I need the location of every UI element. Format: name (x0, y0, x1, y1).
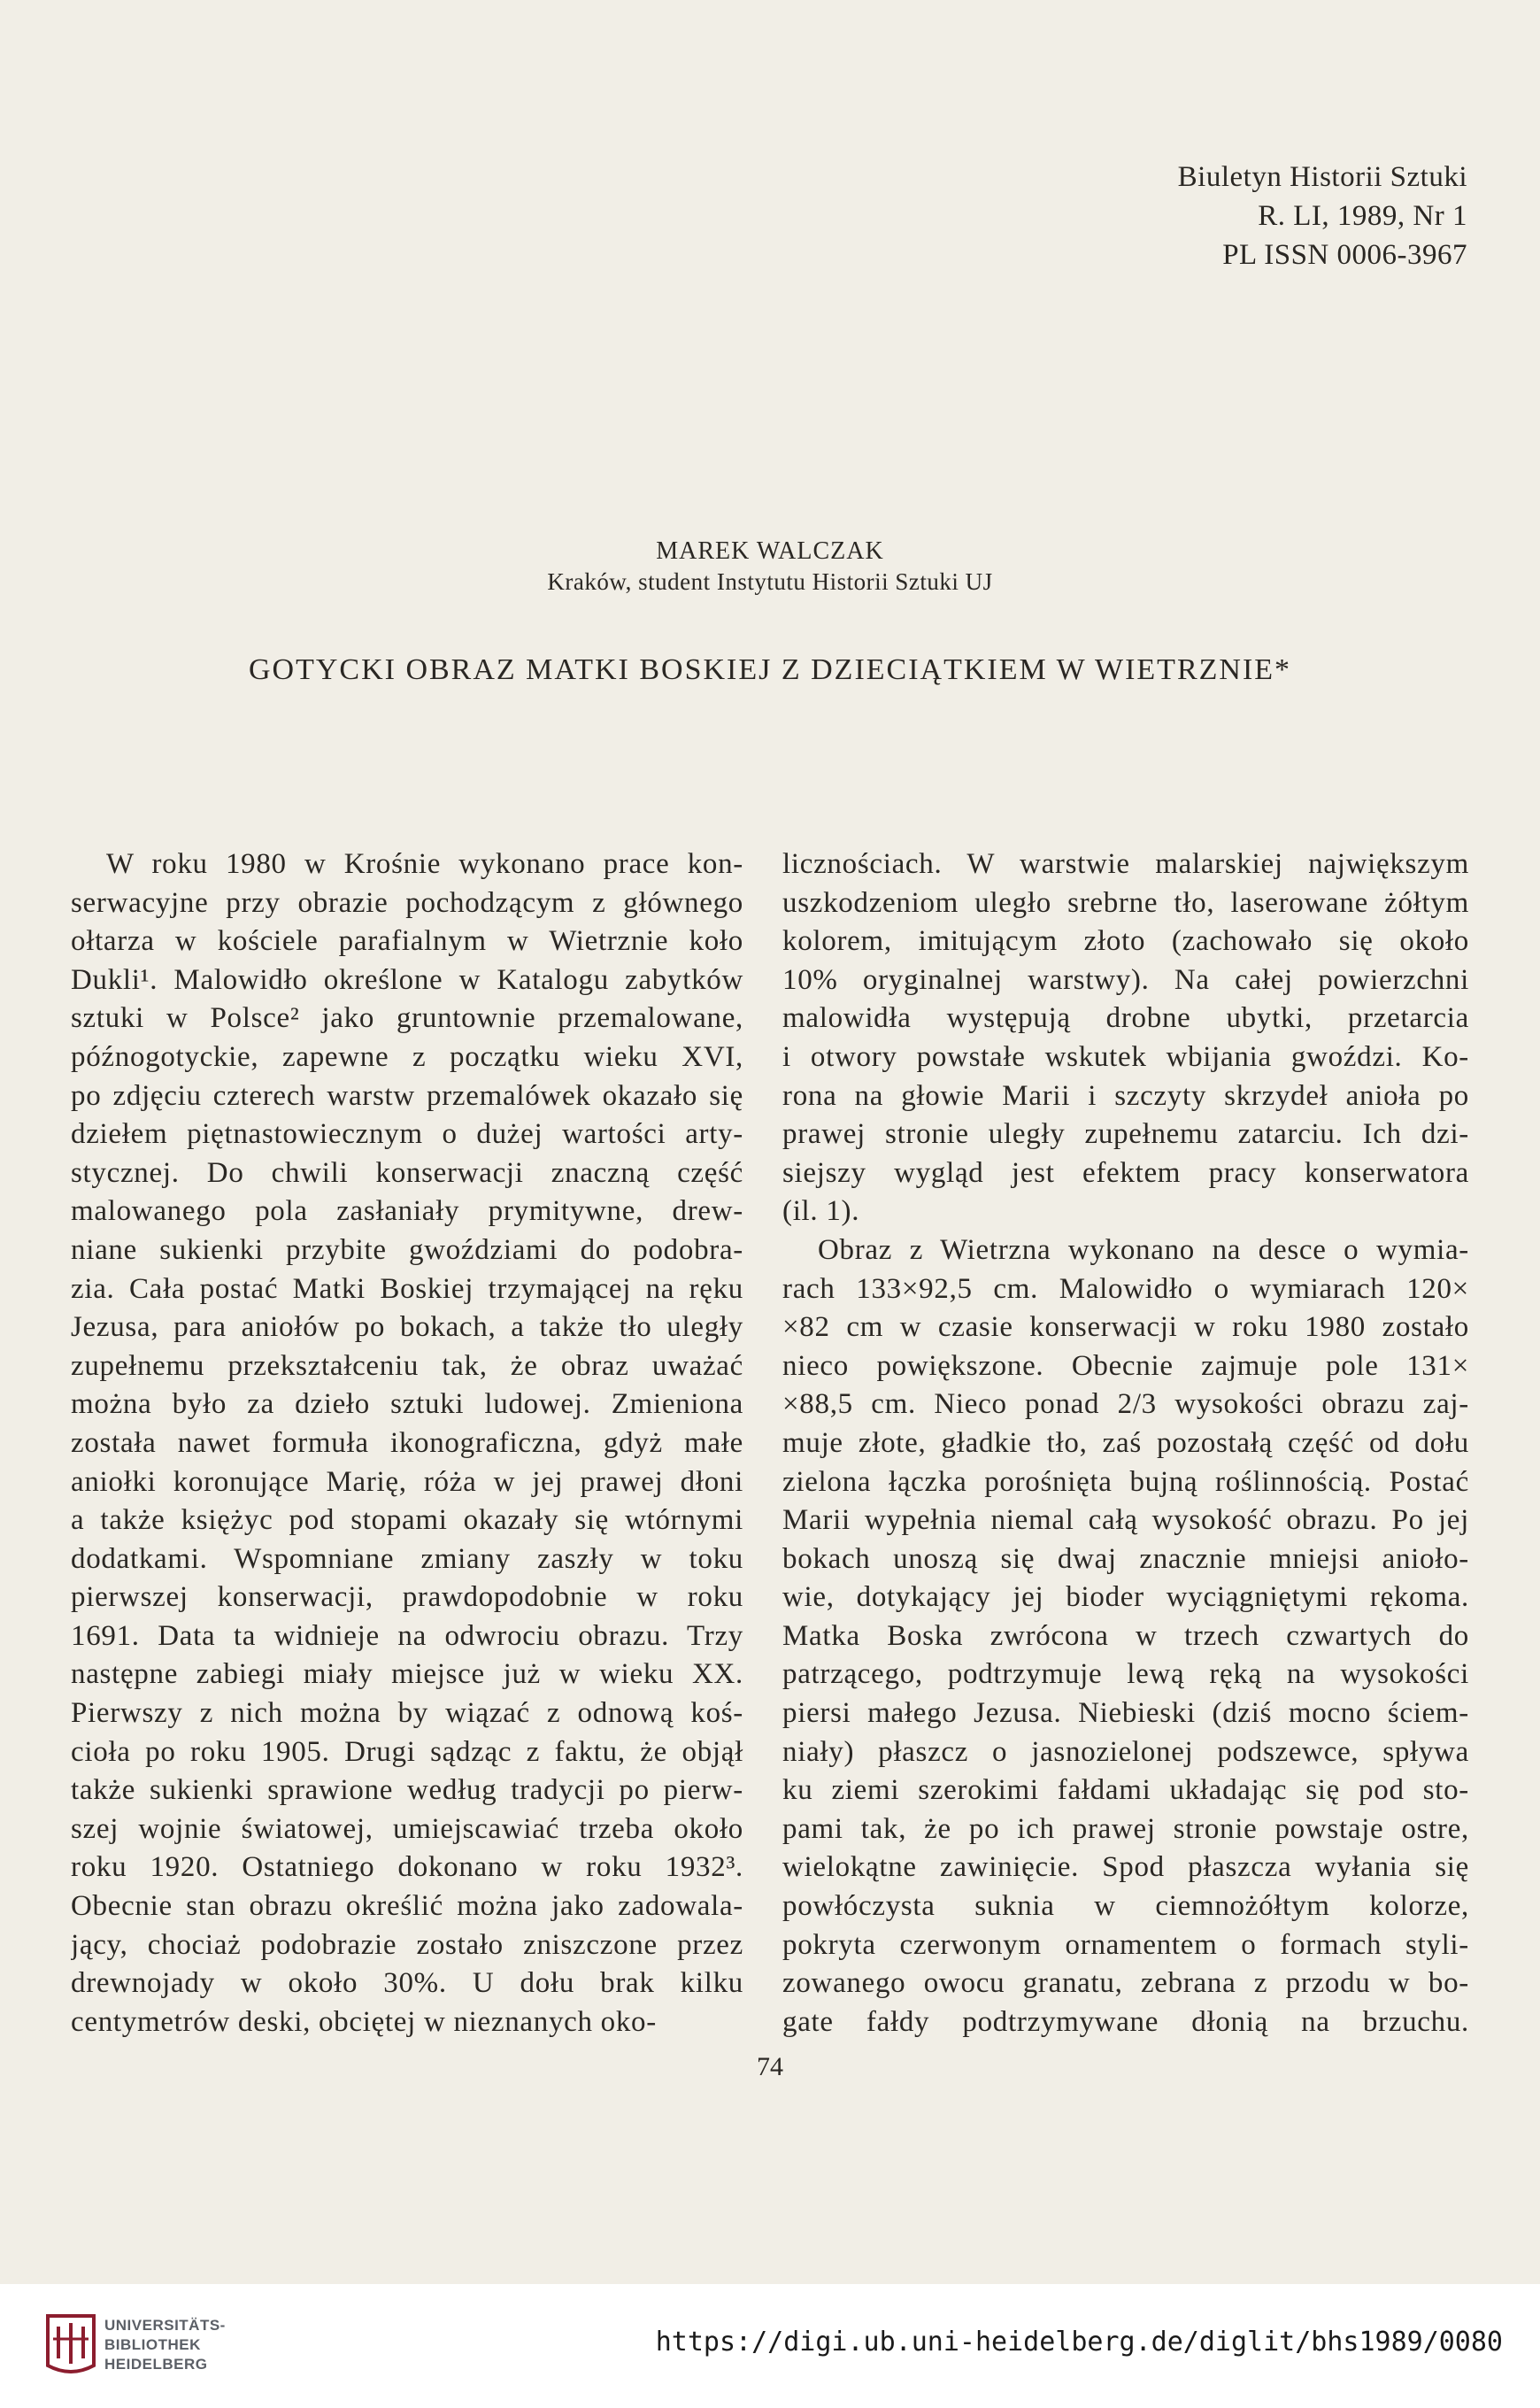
text-line: aniołki koronujące Marię, róża w jej prawej dłoni (71, 1465, 743, 1498)
left-column (71, 845, 743, 2041)
text-line: można było za dzieło sztuki ludowej. Zmieniona (71, 1388, 743, 1421)
text-line: ołtarza w kościele parafialnym w Wietrznie koło (71, 925, 743, 958)
text-line: Jezusa, para aniołów po bokach, a także tło uległy (71, 1311, 743, 1344)
library-name (104, 2316, 226, 2374)
library-name-line: HEIDELBERG (104, 2356, 208, 2373)
text-line: pierwszej konserwacji, prawdopodobnie w roku (71, 1581, 743, 1614)
library-name-line: UNIVERSITÄTS- (104, 2317, 226, 2334)
text-line: Matka Boska zwrócona w trzech czwartych do (782, 1619, 1469, 1652)
text-line: malowanego pola zasłaniały prymitywne, drew- (71, 1195, 743, 1228)
text-line: bokach unoszą się dwaj znacznie mniejsi anioło- (782, 1542, 1469, 1575)
viewer-footer (0, 2284, 1540, 2408)
text-line: ×82 cm w czasie konserwacji w roku 1980 zostało (782, 1311, 1469, 1344)
text-line: pami tak, że po ich prawej stronie powstaje ostre, (782, 1812, 1469, 1845)
text-line: centymetrów deski, obciętej w nieznanych oko- (71, 2005, 657, 2038)
text-line: ×88,5 cm. Nieco ponad 2/3 wysokości obrazu zaj- (782, 1388, 1469, 1421)
text-line: W roku 1980 w Krośnie wykonano prace kon- (106, 848, 743, 880)
journal-header (1178, 158, 1467, 274)
text-line: zowanego owocu granatu, zebrana z przodu w bo- (782, 1967, 1469, 2000)
text-line: a także księżyc pod stopami okazały się wtórnymi (71, 1504, 743, 1537)
text-line: piersi małego Jezusa. Niebieski (dziś mocno ściem- (782, 1697, 1469, 1730)
journal-volume: R. LI, 1989, Nr 1 (1258, 200, 1467, 232)
journal-name: Biuletyn Historii Sztuki (1177, 161, 1467, 193)
text-line: także sukienki sprawione według tradycji po pierw- (71, 1774, 743, 1807)
text-line: patrzącego, podtrzymuje lewą ręką na wysokości (782, 1658, 1469, 1691)
heidelberg-library-logo-icon (44, 2312, 97, 2380)
author-block (0, 536, 1540, 597)
text-line: roku 1920. Ostatniego dokonano w roku 1932³. (71, 1851, 743, 1884)
text-line: i otwory powstałe wskutek wbijania gwoździ. Ko- (782, 1040, 1469, 1073)
text-line: 1691. Data ta widnieje na odwrociu obrazu. Trzy (71, 1619, 743, 1652)
text-line: rach 133×92,5 cm. Malowidło o wymiarach 120× (782, 1272, 1469, 1305)
text-line: cioła po roku 1905. Drugi sądząc z faktu, że objął (71, 1735, 743, 1768)
text-line: zielona łączka porośnięta bujną roślinnością. Postać (782, 1465, 1469, 1498)
right-column (782, 845, 1469, 2041)
text-line: dziełem piętnastowiecznym o dużej wartości arty- (71, 1118, 743, 1151)
text-line: serwacyjne przy obrazie pochodzącym z głównego (71, 886, 743, 919)
text-line: wielokątne zawinięcie. Spod płaszcza wyłania się (782, 1851, 1469, 1884)
journal-issn: PL ISSN 0006-3967 (1222, 239, 1467, 271)
author-affiliation: Kraków, student Instytutu Historii Sztuki UJ (547, 568, 993, 595)
text-line: muje złote, gładkie tło, zaś pozostałą część od dołu (782, 1426, 1469, 1459)
text-line: (il. 1). (782, 1195, 860, 1228)
text-line: gate fałdy podtrzymywane dłonią na brzuchu. (782, 2005, 1469, 2038)
text-line: Obecnie stan obrazu określić można jako zadowala- (71, 1890, 743, 1923)
text-line: niane sukienki przybite gwoździami do podobra- (71, 1233, 743, 1266)
text-line: zupełnemu przekształceniu tak, że obraz uważać (71, 1349, 743, 1382)
text-line: drewnojady w około 30%. U dołu brak kilku (71, 1967, 743, 2000)
page-number: 74 (757, 2052, 783, 2081)
document-url-link[interactable]: https://digi.ub.uni-heidelberg.de/diglit/bhs1989/0080 (655, 2327, 1503, 2358)
text-line: kolorem, imitującym złoto (zachowało się około (782, 925, 1469, 958)
text-line: sztuki w Polsce² jako gruntownie przemalowane, (71, 1002, 743, 1035)
text-line: Obraz z Wietrzna wykonano na desce o wymia- (818, 1233, 1469, 1266)
text-line: następne zabiegi miały miejsce już w wieku XX. (71, 1658, 743, 1691)
text-line: późnogotyckie, zapewne z początku wieku XVI, (71, 1040, 743, 1073)
text-line: siejszy wygląd jest efektem pracy konserwatora (782, 1156, 1469, 1189)
text-line: po zdjęciu czterech warstw przemalówek okazało się (71, 1079, 743, 1112)
text-line: jący, chociaż podobrazie zostało zniszczone przez (71, 1928, 743, 1961)
text-line: rona na głowie Marii i szczyty skrzydeł anioła po (782, 1079, 1469, 1112)
library-name-line: BIBLIOTHEK (104, 2336, 201, 2353)
text-line: uszkodzeniom uległo srebrne tło, laserowane żółtym (782, 886, 1469, 919)
text-line: Dukli¹. Malowidło określone w Katalogu zabytków (71, 963, 743, 996)
text-line: pokryta czerwonym ornamentem o formach styli- (782, 1928, 1469, 1961)
text-line: została nawet formuła ikonograficzna, gdyż małe (71, 1426, 743, 1459)
text-line: prawej stronie uległy zupełnemu zatarciu. Ich dzi- (782, 1118, 1469, 1151)
text-line: zia. Cała postać Matki Boskiej trzymającej na ręku (71, 1272, 743, 1305)
text-line: licznościach. W warstwie malarskiej największym (782, 848, 1469, 880)
text-line: stycznej. Do chwili konserwacji znaczną część (71, 1156, 743, 1189)
text-line: malowidła występują drobne ubytki, przetarcia (782, 1002, 1469, 1035)
author-name: MAREK WALCZAK (656, 537, 884, 565)
text-line: powłóczysta suknia w ciemnożółtym kolorze, (782, 1890, 1469, 1923)
text-line: Marii wypełnia niemal całą wysokość obrazu. Po jej (782, 1504, 1469, 1537)
text-line: ku ziemi szerokimi fałdami układając się pod sto- (782, 1774, 1469, 1807)
text-line: niały) płaszcz o jasnozielonej podszewce, spływa (782, 1735, 1469, 1768)
text-line: Pierwszy z nich można by wiązać z odnową koś- (71, 1697, 743, 1730)
text-line: dodatkami. Wspomniane zmiany zaszły w toku (71, 1542, 743, 1575)
text-line: wie, dotykający jej bioder wyciągniętymi rękoma. (782, 1581, 1469, 1614)
text-line: szej wojnie światowej, umiejscawiać trzeba około (71, 1812, 743, 1845)
text-line: 10% oryginalnej warstwy). Na całej powierzchni (782, 963, 1469, 996)
text-line: nieco powiększone. Obecnie zajmuje pole 131× (782, 1349, 1469, 1382)
article-title: GOTYCKI OBRAZ MATKI BOSKIEJ Z DZIECIĄTKIEM W WIETRZNIE* (248, 653, 1292, 686)
